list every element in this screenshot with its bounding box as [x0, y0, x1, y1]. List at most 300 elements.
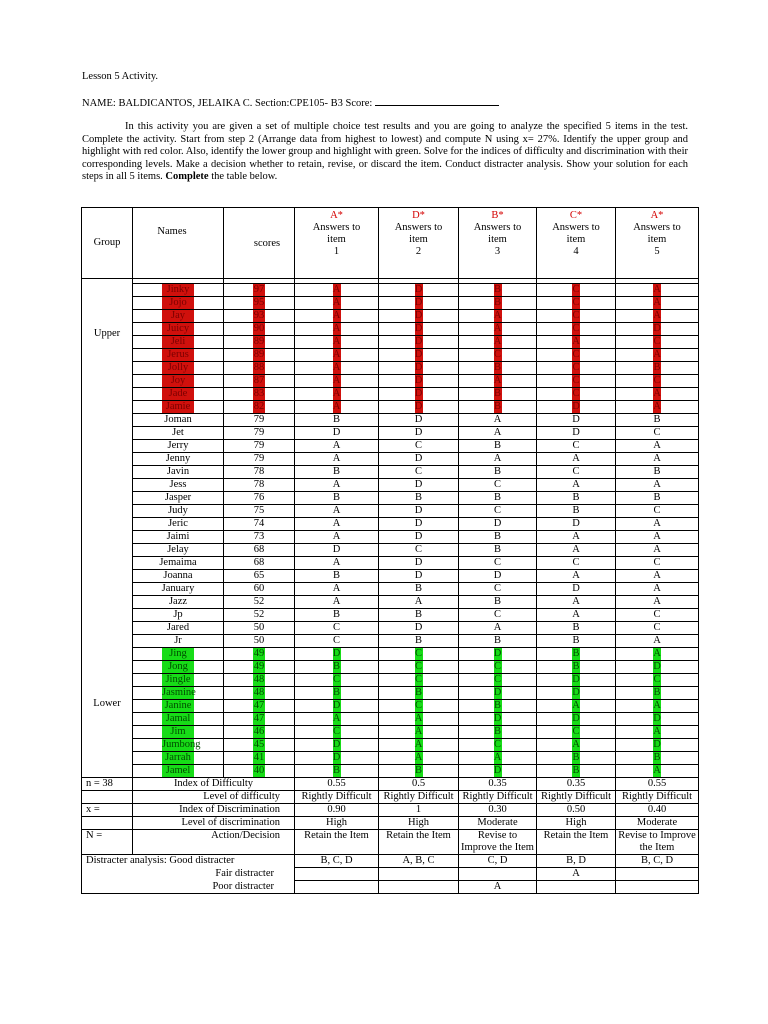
item-label: item	[566, 234, 586, 245]
discrimination-level-row	[82, 817, 699, 830]
good-distracter-value: B, C, D	[295, 855, 379, 868]
student-name: Jasmine	[133, 687, 224, 700]
discrimination-level-value: High	[537, 817, 616, 830]
student-name: Jamie	[133, 401, 224, 414]
table-row	[82, 453, 699, 466]
student-answer: D	[379, 375, 459, 388]
student-answer: D	[537, 414, 616, 427]
student-answer: A	[459, 310, 537, 323]
student-answer: A	[295, 310, 379, 323]
answers-to-label: Answers to	[473, 222, 522, 233]
fair-distracter-label: Fair distracter	[82, 868, 295, 881]
student-answer: D	[459, 570, 537, 583]
fair-distracter-value	[379, 868, 459, 881]
item-label: item	[647, 234, 667, 245]
student-score: 47	[224, 700, 295, 713]
lower-group-label: Lower	[82, 648, 133, 778]
difficulty-index-row	[82, 778, 699, 791]
student-answer: C	[537, 284, 616, 297]
student-name: Joy	[133, 375, 224, 388]
student-answer: A	[295, 557, 379, 570]
student-answer: D	[295, 544, 379, 557]
difficulty-index-side-label: n = 38	[82, 778, 133, 791]
student-answer: C	[459, 479, 537, 492]
student-answer: A	[459, 323, 537, 336]
student-score: 60	[224, 583, 295, 596]
student-score: 90	[224, 323, 295, 336]
student-answer: D	[379, 362, 459, 375]
lesson-title: Lesson 5 Activity.	[82, 71, 159, 82]
student-name: Jet	[133, 427, 224, 440]
student-score: 89	[224, 349, 295, 362]
instructions-end: the table below.	[211, 171, 278, 183]
student-answer: A	[295, 388, 379, 401]
student-answer: A	[537, 570, 616, 583]
student-answer: C	[379, 674, 459, 687]
student-score: 83	[224, 388, 295, 401]
table-row	[82, 557, 699, 570]
student-answer: A	[459, 414, 537, 427]
student-answer: A	[616, 401, 699, 414]
item-analysis-table	[81, 207, 699, 894]
table-row	[82, 323, 699, 336]
table-header-row	[82, 208, 699, 279]
name-section-text: NAME: BALDICANTOS, JELAIKA C. Section:CPE105- B3 Score:	[82, 98, 373, 109]
student-answer: B	[459, 492, 537, 505]
student-name: Jared	[133, 622, 224, 635]
student-name: Jelay	[133, 544, 224, 557]
student-answer: A	[459, 752, 537, 765]
student-answer: B	[537, 635, 616, 648]
student-answer: B	[379, 765, 459, 778]
student-score: 68	[224, 544, 295, 557]
table-row	[82, 466, 699, 479]
student-answer: D	[295, 739, 379, 752]
table-row	[82, 739, 699, 752]
table-row	[82, 388, 699, 401]
answer-key: D*	[412, 210, 425, 221]
student-answer: A	[295, 336, 379, 349]
student-score: 49	[224, 661, 295, 674]
table-row	[82, 492, 699, 505]
student-answer: C	[537, 362, 616, 375]
discrimination-level-value: Moderate	[459, 817, 537, 830]
student-answer: C	[295, 674, 379, 687]
item-number: 2	[415, 246, 422, 257]
student-name: Jemaima	[133, 557, 224, 570]
student-name: Judy	[133, 505, 224, 518]
instructions-paragraph	[82, 121, 688, 184]
student-name: Javin	[133, 466, 224, 479]
table-row	[82, 531, 699, 544]
student-name: Jeric	[133, 518, 224, 531]
student-answer: D	[379, 427, 459, 440]
student-answer: A	[616, 518, 699, 531]
student-answer: B	[459, 544, 537, 557]
student-answer: D	[379, 401, 459, 414]
student-answer: D	[295, 752, 379, 765]
student-score: 87	[224, 375, 295, 388]
student-answer: A	[537, 544, 616, 557]
middle-group-cell	[82, 414, 133, 648]
student-answer: C	[616, 336, 699, 349]
student-score: 79	[224, 427, 295, 440]
student-answer: C	[616, 674, 699, 687]
difficulty-level-value: Rightly Difficult	[537, 791, 616, 804]
student-answer: D	[379, 570, 459, 583]
student-answer: C	[537, 375, 616, 388]
discrimination-index-value: 0.30	[459, 804, 537, 817]
student-answer: A	[295, 349, 379, 362]
student-answer: B	[459, 596, 537, 609]
student-answer: C	[459, 583, 537, 596]
action-decision-side-label: N =	[82, 830, 133, 855]
student-score: 46	[224, 726, 295, 739]
discrimination-level-side-label	[82, 817, 133, 830]
student-name: Jim	[133, 726, 224, 739]
student-name: Jumbong	[133, 739, 224, 752]
student-answer: A	[379, 713, 459, 726]
student-answer: C	[616, 505, 699, 518]
student-answer: D	[537, 687, 616, 700]
table-row	[82, 726, 699, 739]
table-row	[82, 752, 699, 765]
student-answer: A	[537, 739, 616, 752]
student-answer: A	[459, 375, 537, 388]
fair-distracter-value: A	[537, 868, 616, 881]
student-answer: A	[616, 310, 699, 323]
student-answer: D	[379, 505, 459, 518]
student-answer: B	[459, 401, 537, 414]
student-answer: D	[295, 427, 379, 440]
header-item-2	[379, 208, 459, 279]
discrimination-index-row	[82, 804, 699, 817]
student-score: 65	[224, 570, 295, 583]
student-answer: A	[616, 388, 699, 401]
name-line	[82, 95, 499, 110]
student-answer: C	[379, 466, 459, 479]
student-answer: C	[459, 557, 537, 570]
student-answer: D	[459, 713, 537, 726]
student-answer: A	[295, 583, 379, 596]
student-answer: A	[295, 713, 379, 726]
student-answer: C	[616, 375, 699, 388]
good-distracter-row	[82, 855, 699, 868]
student-score: 73	[224, 531, 295, 544]
student-answer: C	[616, 427, 699, 440]
student-answer: C	[616, 622, 699, 635]
table-row	[82, 401, 699, 414]
student-answer: D	[379, 557, 459, 570]
student-answer: C	[379, 661, 459, 674]
good-distracter-label: Distracter analysis: Good distracter	[82, 855, 295, 868]
student-name: Jeli	[133, 336, 224, 349]
student-name: January	[133, 583, 224, 596]
student-answer: B	[459, 466, 537, 479]
student-answer: D	[537, 583, 616, 596]
student-score: 82	[224, 401, 295, 414]
student-answer: A	[616, 635, 699, 648]
student-name: Jingle	[133, 674, 224, 687]
student-name: Jasper	[133, 492, 224, 505]
table-row	[82, 700, 699, 713]
table-row	[82, 297, 699, 310]
student-score: 41	[224, 752, 295, 765]
student-name: Jp	[133, 609, 224, 622]
student-score: 95	[224, 297, 295, 310]
student-score: 79	[224, 453, 295, 466]
student-answer: C	[459, 739, 537, 752]
student-answer: C	[616, 557, 699, 570]
answers-to-label: Answers to	[312, 222, 361, 233]
score-blank	[375, 95, 499, 106]
student-answer: D	[537, 518, 616, 531]
student-score: 45	[224, 739, 295, 752]
student-score: 48	[224, 674, 295, 687]
header-item-5	[616, 208, 699, 279]
student-answer: B	[537, 765, 616, 778]
student-answer: A	[616, 726, 699, 739]
student-answer: D	[379, 336, 459, 349]
difficulty-level-label: Level of difficulty	[133, 791, 295, 804]
difficulty-level-side-label	[82, 791, 133, 804]
student-answer: A	[295, 531, 379, 544]
student-answer: C	[295, 726, 379, 739]
answers-to-label: Answers to	[394, 222, 443, 233]
student-score: 78	[224, 479, 295, 492]
answers-to-label: Answers to	[552, 222, 600, 233]
student-name: Jarrah	[133, 752, 224, 765]
good-distracter-value: A, B, C	[379, 855, 459, 868]
table-row	[82, 596, 699, 609]
difficulty-index-label: Index of Difficulty	[133, 778, 295, 791]
student-answer: D	[537, 674, 616, 687]
instructions-bold: Complete	[165, 171, 209, 183]
student-answer: A	[616, 284, 699, 297]
student-answer: C	[537, 297, 616, 310]
item-number: 3	[494, 246, 501, 257]
student-answer: D	[379, 622, 459, 635]
student-answer: D	[537, 713, 616, 726]
answers-to-label: Answers to	[633, 222, 681, 233]
student-score: 89	[224, 336, 295, 349]
discrimination-level-label: Level of discrimination	[133, 817, 295, 830]
student-score: 93	[224, 310, 295, 323]
table-row	[82, 661, 699, 674]
student-score: 48	[224, 687, 295, 700]
student-name: Janine	[133, 700, 224, 713]
poor-distracter-value	[379, 881, 459, 894]
student-answer: B	[537, 661, 616, 674]
table-row	[82, 570, 699, 583]
student-answer: D	[537, 427, 616, 440]
student-answer: D	[379, 518, 459, 531]
difficulty-index-value: 0.55	[295, 778, 379, 791]
student-answer: A	[616, 453, 699, 466]
difficulty-index-value: 0.55	[616, 778, 699, 791]
student-answer: B	[459, 635, 537, 648]
student-answer: B	[459, 388, 537, 401]
difficulty-level-row	[82, 791, 699, 804]
table-row	[82, 375, 699, 388]
student-answer: D	[459, 648, 537, 661]
difficulty-index-value: 0.35	[459, 778, 537, 791]
answer-key: A*	[650, 210, 664, 221]
difficulty-level-value: Rightly Difficult	[379, 791, 459, 804]
fair-distracter-value	[459, 868, 537, 881]
student-name: Jing	[133, 648, 224, 661]
student-score: 75	[224, 505, 295, 518]
student-score: 79	[224, 414, 295, 427]
student-name: Jerry	[133, 440, 224, 453]
student-answer: A	[459, 622, 537, 635]
header-item-3	[459, 208, 537, 279]
student-answer: D	[459, 687, 537, 700]
student-name: Jamal	[133, 713, 224, 726]
table-row	[82, 427, 699, 440]
poor-distracter-value	[616, 881, 699, 894]
student-answer: B	[537, 648, 616, 661]
student-answer: B	[295, 466, 379, 479]
fair-distracter-value	[295, 868, 379, 881]
discrimination-index-value: 0.90	[295, 804, 379, 817]
poor-distracter-value	[295, 881, 379, 894]
student-answer: D	[379, 453, 459, 466]
action-decision-row	[82, 830, 699, 855]
student-answer: C	[616, 609, 699, 622]
student-answer: A	[616, 583, 699, 596]
student-answer: D	[616, 713, 699, 726]
student-answer: B	[537, 752, 616, 765]
action-decision-value: Retain the Item	[295, 830, 379, 855]
student-answer: C	[537, 466, 616, 479]
student-answer: A	[459, 453, 537, 466]
student-answer: A	[537, 479, 616, 492]
student-answer: C	[295, 635, 379, 648]
table-row	[82, 310, 699, 323]
item-number: 5	[654, 246, 660, 257]
student-answer: B	[379, 583, 459, 596]
student-answer: A	[616, 297, 699, 310]
student-answer: A	[295, 453, 379, 466]
student-answer: D	[616, 739, 699, 752]
student-name: Jong	[133, 661, 224, 674]
table-row	[82, 544, 699, 557]
action-decision-value: Revise to Improve the Item	[459, 830, 537, 855]
table-row	[82, 284, 699, 297]
student-answer: B	[379, 492, 459, 505]
table-row	[82, 349, 699, 362]
poor-distracter-value: A	[459, 881, 537, 894]
student-answer: A	[295, 362, 379, 375]
student-score: 88	[224, 362, 295, 375]
table-row	[82, 765, 699, 778]
answer-key: C*	[569, 210, 583, 221]
student-answer: B	[459, 362, 537, 375]
student-answer: A	[616, 544, 699, 557]
student-answer: C	[459, 349, 537, 362]
student-score: 49	[224, 648, 295, 661]
student-answer: B	[379, 687, 459, 700]
student-name: Jaimi	[133, 531, 224, 544]
header-item-1	[295, 208, 379, 279]
discrimination-index-value: 0.40	[616, 804, 699, 817]
student-answer: D	[459, 765, 537, 778]
student-answer: B	[295, 609, 379, 622]
student-name: Joman	[133, 414, 224, 427]
student-name: Jr	[133, 635, 224, 648]
student-name: Jojo	[133, 297, 224, 310]
student-answer: B	[537, 505, 616, 518]
student-answer: A	[295, 284, 379, 297]
student-answer: C	[537, 726, 616, 739]
table-row	[82, 336, 699, 349]
student-answer: D	[616, 661, 699, 674]
header-scores: scores	[224, 208, 295, 279]
student-answer: B	[616, 466, 699, 479]
student-score: 79	[224, 440, 295, 453]
table-row	[82, 440, 699, 453]
student-name: Jerus	[133, 349, 224, 362]
item-label: item	[488, 234, 507, 245]
item-number: 4	[573, 246, 579, 257]
student-answer: D	[379, 388, 459, 401]
difficulty-level-value: Rightly Difficult	[616, 791, 699, 804]
student-answer: C	[295, 622, 379, 635]
student-answer: D	[379, 349, 459, 362]
answer-key: B*	[491, 210, 504, 221]
action-decision-label: Action/Decision	[133, 830, 295, 855]
student-score: 76	[224, 492, 295, 505]
item-label: item	[409, 234, 428, 245]
student-score: 50	[224, 622, 295, 635]
student-answer: D	[295, 648, 379, 661]
student-answer: B	[616, 492, 699, 505]
student-answer: B	[459, 726, 537, 739]
fair-distracter-value	[616, 868, 699, 881]
student-answer: A	[459, 336, 537, 349]
student-answer: D	[379, 284, 459, 297]
student-answer: C	[537, 440, 616, 453]
student-name: Joanna	[133, 570, 224, 583]
student-score: 52	[224, 596, 295, 609]
discrimination-index-value: 0.50	[537, 804, 616, 817]
table-row	[82, 687, 699, 700]
item-number: 1	[333, 246, 340, 257]
student-answer: A	[537, 453, 616, 466]
student-answer: A	[459, 427, 537, 440]
student-answer: A	[537, 531, 616, 544]
student-answer: B	[616, 362, 699, 375]
discrimination-level-value: High	[379, 817, 459, 830]
student-answer: A	[616, 596, 699, 609]
student-answer: B	[459, 531, 537, 544]
student-answer: C	[459, 609, 537, 622]
student-answer: A	[379, 752, 459, 765]
student-name: Jazz	[133, 596, 224, 609]
student-answer: A	[537, 336, 616, 349]
student-answer: A	[616, 700, 699, 713]
table-row	[82, 635, 699, 648]
student-answer: A	[616, 648, 699, 661]
discrimination-index-side-label: x =	[82, 804, 133, 817]
student-score: 47	[224, 713, 295, 726]
table-row	[82, 583, 699, 596]
student-name: Jolly	[133, 362, 224, 375]
student-answer: A	[379, 726, 459, 739]
good-distracter-value: B, D	[537, 855, 616, 868]
student-answer: A	[295, 518, 379, 531]
